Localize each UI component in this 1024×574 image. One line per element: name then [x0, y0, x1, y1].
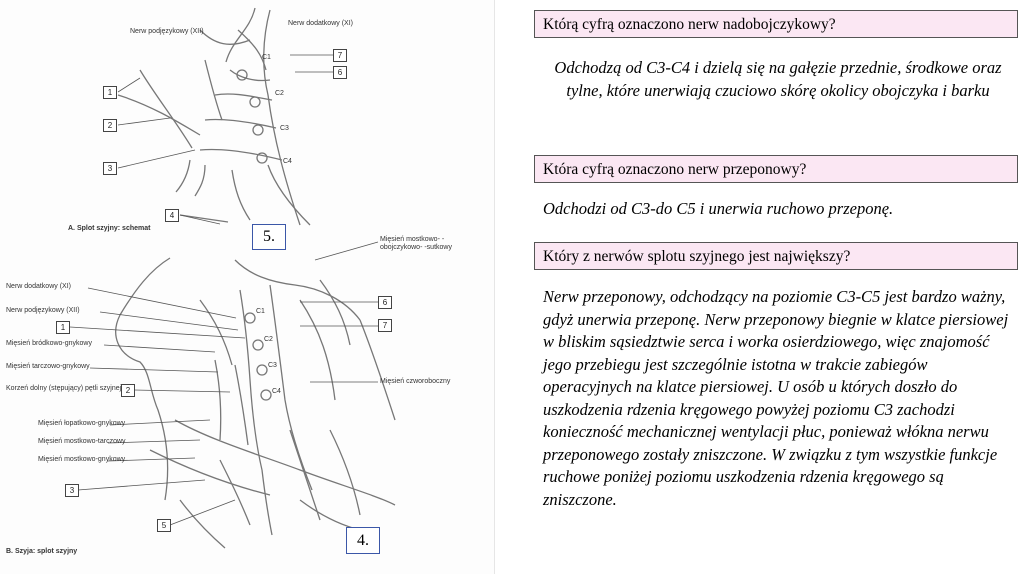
label-sternohyoid: Mięsień mostkowo-gnykowy: [38, 456, 126, 463]
label-c4-bottom: C4: [272, 388, 281, 395]
number-7-top: 7: [333, 49, 347, 62]
question-3: Który z nerwów splotu szyjnego jest największy?: [534, 242, 1018, 270]
label-c4-top: C4: [283, 158, 292, 165]
number-2-top: 2: [103, 119, 117, 132]
number-7-bottom: 7: [378, 319, 392, 332]
label-geniohyoid: Mięsień bródkowo-gnykowy: [6, 340, 92, 347]
label-thyrohyoid: Mięsień tarczowo-gnykowy: [6, 363, 90, 370]
label-ansa-cervicalis-inferior-root: Korzeń dolny (stępujący) pętli szyjnej: [6, 385, 122, 392]
number-1-top: 1: [103, 86, 117, 99]
label-omohyoid: Mięsień łopatkowo-gnykowy: [38, 420, 126, 427]
label-sternothyroid: Mięsień mostkowo-tarczowy: [38, 438, 126, 445]
label-c2-bottom: C2: [264, 336, 273, 343]
caption-schematic: A. Splot szyjny: schemat: [68, 225, 151, 232]
label-c3-bottom: C3: [268, 362, 277, 369]
label-trapezius: Mięsień czworoboczny: [380, 378, 451, 385]
number-2-bottom: 2: [121, 384, 135, 397]
number-4-top: 4: [165, 209, 179, 222]
answer-1: Odchodzą od C3-C4 i dzielą się na gałęzie przednie, środkowe oraz tylne, które unerwiają czuciowo skórę okolicy obojczyka i barku: [554, 58, 1002, 100]
number-5-bottom: 5: [157, 519, 171, 532]
label-c1-bottom: C1: [256, 308, 265, 315]
answer-3: Nerw przeponowy, odchodzący na poziomie C3-C5 jest bardzo ważny, gdyż unerwia przeponę. Nerw przeponowy biegnie w klatce piersiowej w bliskim sąsiedztwie serca i worka osierdziowego, więc znajomość jego przebiegu jest szczególnie istotna w trakcie zabiegów operacyjnych na klatce piersiowej. U osób u których doszło do uszkodzenia rdzenia kręgowego powyżej poziomu C3 zachodzi konieczność mechanicznej wentylacji płuc, ponieważ włókna nerwu przeponowego zostały zniszczone. W związku z tym wszystkie funkcje ruchowe poniżej poziomu uszkodzenia rdzenia kręgowego są zniszczone.: [543, 287, 1009, 509]
label-hypoglossal-nerve-top: Nerw podjęzykowy (XII): [130, 28, 204, 35]
answer-2: Odchodzi od C3-do C5 i unerwia ruchowo przeponę.: [543, 199, 894, 218]
question-1: Którą cyfrą oznaczono nerw nadobojczykowy?: [534, 10, 1018, 38]
answer-box-5: 5.: [252, 224, 286, 250]
label-c3-top: C3: [280, 125, 289, 132]
cervical-plexus-figure: [0, 0, 495, 574]
answer-box-4: 4.: [346, 527, 380, 554]
caption-neck: B. Szyja: splot szyjny: [6, 548, 78, 555]
number-6-top: 6: [333, 66, 347, 79]
number-6-bottom: 6: [378, 296, 392, 309]
label-hypoglossal-nerve-bottom: Nerw podjęzykowy (XII): [6, 307, 80, 314]
number-3-bottom: 3: [65, 484, 79, 497]
number-1-bottom: 1: [56, 321, 70, 334]
label-accessory-nerve-top: Nerw dodatkowy (XI): [288, 20, 353, 27]
label-accessory-nerve-bottom: Nerw dodatkowy (XI): [6, 283, 71, 290]
label-c2-top: C2: [275, 90, 284, 97]
label-sternocleidomastoid: Mięsień mostkowo- -obojczykowo- -sutkowy: [380, 236, 452, 251]
label-c1-top: C1: [262, 54, 271, 61]
number-3-top: 3: [103, 162, 117, 175]
question-2: Która cyfrą oznaczono nerw przeponowy?: [534, 155, 1018, 183]
